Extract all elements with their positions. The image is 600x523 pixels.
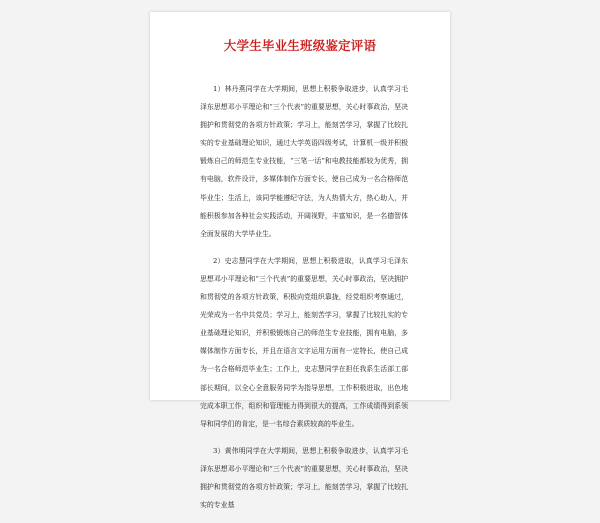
document-body: [200, 80, 408, 523]
document-page: [150, 12, 450, 510]
document-title: 大学生毕业生班级鉴定评语: [223, 38, 377, 53]
evaluation-paragraph-2: 2）史志慧同学在大学期间，思想上积极进取，认真学习毛泽东思想邓小平理论和“三个代表”的重要思想，关心时事政治，坚决拥护和贯彻党的各项方针政策，积极向党组织靠拢，经党组织考察通过，光荣成为一名中共党员；学习上，能刻苦学习，掌握了比较扎实的专业基础理论知识，并积极锻炼自己的师范生专业技能，拥有电脑，多媒体制作方面专长，并且在语言文字运用方面有一定特长，使自己成为一名合格师范毕业生；工作上，史志慧同学在担任我系生活部工部部长期间，以全心全意服务同学为指导思想，工作积极进取，出色地完成本职工作，组织和管理能力得到很大的提高，工作成绩得到系领导和同学们的肯定，是一名综合素质较高的毕业生。: [200, 256, 408, 428]
evaluation-paragraph-3: 3）黄伟明同学在大学期间，思想上积极争取进步，认真学习毛泽东思想邓小平理论和“三个代表”的重要思想，关心时事政治，坚决拥护和贯彻党的各项方针政策；学习上，能刻苦学习，掌握了比较扎实的专业基: [200, 446, 408, 510]
evaluation-paragraph-1: 1）林丹燕同学在大学期间，思想上积极争取进步，认真学习毛泽东思想邓小平理论和“三个代表”的重要思想，关心时事政治，坚决拥护和贯彻党的各项方针政策；学习上，能刻苦学习，掌握了比较扎实的专业基础理论知识，通过大学英语四级考试，计算机一级并积极锻炼自己的师范生专业技能，“三笔一话”和电教技能都较为优秀，拥有电脑，软件设计，多媒体制作方面专长，使自己成为一名合格师范毕业生；生活上，该同学能遵纪守法，为人热情大方，热心助人，并能积极参加各种社会实践活动，开阔视野，丰富知识，是一名德智体全面发展的大学毕业生。: [200, 85, 408, 238]
